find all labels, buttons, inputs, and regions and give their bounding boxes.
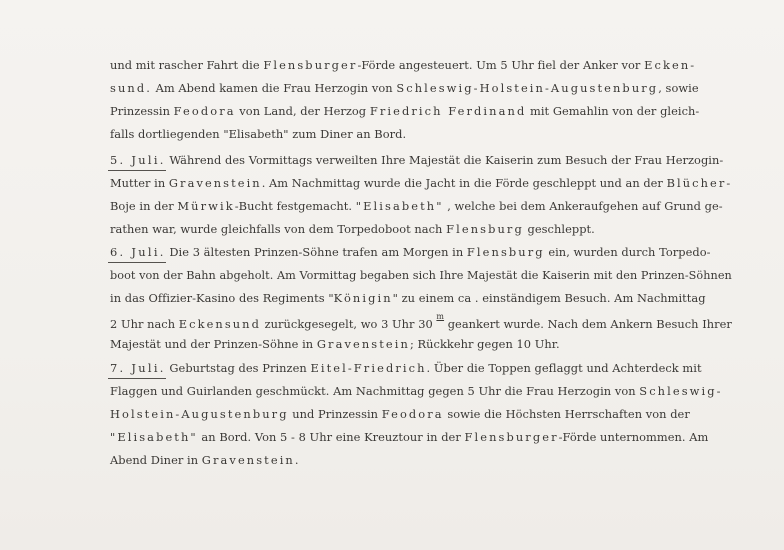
- date-heading: 5. Juli.: [110, 153, 166, 167]
- text-body: [110, 0, 733, 550]
- text-span: falls dortliegenden "Elisabeth" zum Diner an Bord.: [110, 127, 407, 141]
- text-line: [110, 81, 699, 95]
- spaced-name: Flensburger: [263, 58, 358, 72]
- text-span: .: [294, 453, 299, 467]
- text-span: -Förde unternommen. Am: [558, 430, 709, 444]
- text-span: Boje in der: [110, 199, 178, 213]
- text-line: [110, 222, 595, 236]
- text-line: [110, 153, 723, 167]
- date-heading: 7. Juli.: [110, 361, 166, 375]
- date-underline: [108, 378, 166, 379]
- text-span: Während des Vormittags verweilten Ihre Majestät die Kaiserin zum Besuch der Frau Herzogin-: [165, 153, 724, 167]
- text-span: Prinzessin: [110, 104, 174, 118]
- spaced-name: sund.: [110, 81, 152, 95]
- text-span: zurückgesegelt, wo 3 Uhr 30: [260, 316, 437, 331]
- text-span: Die 3 ältesten Prinzen-Söhne trafen am Morgen in: [165, 245, 467, 259]
- spaced-name: Königin: [333, 291, 393, 305]
- spaced-name: Feodora: [173, 104, 236, 118]
- spaced-name: Schleswig-: [639, 384, 723, 398]
- text-span: Mutter in: [110, 176, 169, 190]
- text-line: [110, 361, 702, 375]
- text-span: , sowie: [658, 81, 699, 95]
- text-span: Geburtstag des Prinzen: [165, 361, 311, 375]
- text-line: [110, 58, 696, 72]
- text-line: [110, 268, 732, 282]
- date-underline: [108, 262, 166, 263]
- text-span: und mit rascher Fahrt die: [110, 58, 264, 72]
- text-span: Majestät und der Prinzen-Söhne in: [110, 337, 317, 351]
- spaced-name: Eckensund: [178, 316, 261, 331]
- text-span: -Förde angesteuert. Um 5 Uhr fiel der Anker vor: [357, 58, 645, 72]
- text-line: [110, 104, 699, 118]
- text-span: Am Abend kamen die Frau Herzogin von: [151, 81, 397, 95]
- text-span: " zu einem ca . einständigem Besuch. Am Nachmittag: [392, 291, 706, 305]
- text-line: [110, 384, 723, 398]
- spaced-name: Gravenstein: [168, 176, 262, 190]
- text-span: in das Offizier-Kasino des Regiments ": [110, 291, 334, 305]
- spaced-name: Feodora: [381, 407, 444, 421]
- spaced-name: Flensburger: [464, 430, 559, 444]
- text-span: geankert wurde. Nach dem Ankern Besuch Ihrer: [444, 316, 732, 331]
- text-span: . Über die Toppen geflaggt und Achterdeck mit: [426, 361, 702, 375]
- spaced-name: Eitel-Friedrich: [310, 361, 427, 375]
- text-span: sowie die Höchsten Herrschaften von der: [443, 407, 690, 421]
- text-line: [110, 430, 708, 444]
- text-span: rathen war, wurde gleichfalls von dem Torpedoboot nach: [110, 222, 447, 236]
- text-span: ; Rückkehr gegen 10 Uhr.: [409, 337, 560, 351]
- spaced-name: Gravenstein: [316, 337, 410, 351]
- text-line: [110, 407, 690, 421]
- text-span: boot von der Bahn abgeholt. Am Vormittag begaben sich Ihre Majestät die Kaiserin mit den Prinzen-Söhnen: [110, 268, 732, 282]
- text-line: [110, 453, 299, 467]
- text-line: [110, 337, 560, 351]
- spaced-name: Flensburg: [466, 245, 545, 259]
- spaced-name: Schleswig-Holstein-Augustenburg: [396, 81, 659, 95]
- text-span: mit Gemahlin von der gleich-: [526, 104, 700, 118]
- text-span: ein, wurden durch Torpedo-: [544, 245, 711, 259]
- text-span: . Am Nachmittag wurde die Jacht in die Förde geschleppt und an der: [261, 176, 667, 190]
- text-line: [110, 314, 732, 331]
- text-span: Abend Diner in: [110, 453, 202, 467]
- spaced-name: "Elisabeth": [110, 430, 198, 444]
- text-span: geschleppt.: [523, 222, 595, 236]
- text-span: und Prinzessin: [288, 407, 382, 421]
- spaced-name: Holstein-Augustenburg: [110, 407, 289, 421]
- spaced-name: "Elisabeth": [355, 199, 444, 213]
- spaced-name: Blücher-: [666, 176, 733, 190]
- text-span: -Bucht festgemacht.: [234, 199, 356, 213]
- spaced-name: Gravenstein: [201, 453, 295, 467]
- text-span: Flaggen und Guirlanden geschmückt. Am Nachmittag gegen 5 Uhr die Frau Herzogin von: [110, 384, 640, 398]
- text-span: von Land, der Herzog: [235, 104, 370, 118]
- text-line: [110, 291, 706, 305]
- spaced-name: Flensburg: [446, 222, 524, 236]
- superscript-minutes: m: [436, 312, 445, 321]
- text-line: [110, 127, 406, 141]
- spaced-name: Mürwik: [177, 199, 235, 213]
- spaced-name: Friedrich Ferdinand: [369, 104, 527, 118]
- text-line: [110, 199, 723, 213]
- text-span: an Bord. Von 5 - 8 Uhr eine Kreuztour in der: [197, 430, 465, 444]
- text-span: 2 Uhr nach: [110, 316, 179, 331]
- spaced-name: Ecken-: [644, 58, 697, 72]
- date-heading: 6. Juli.: [110, 245, 166, 259]
- text-line: [110, 176, 732, 190]
- text-span: , welche bei dem Ankeraufgehen auf Grund ge-: [443, 199, 723, 213]
- text-line: [110, 245, 711, 259]
- date-underline: [108, 170, 166, 171]
